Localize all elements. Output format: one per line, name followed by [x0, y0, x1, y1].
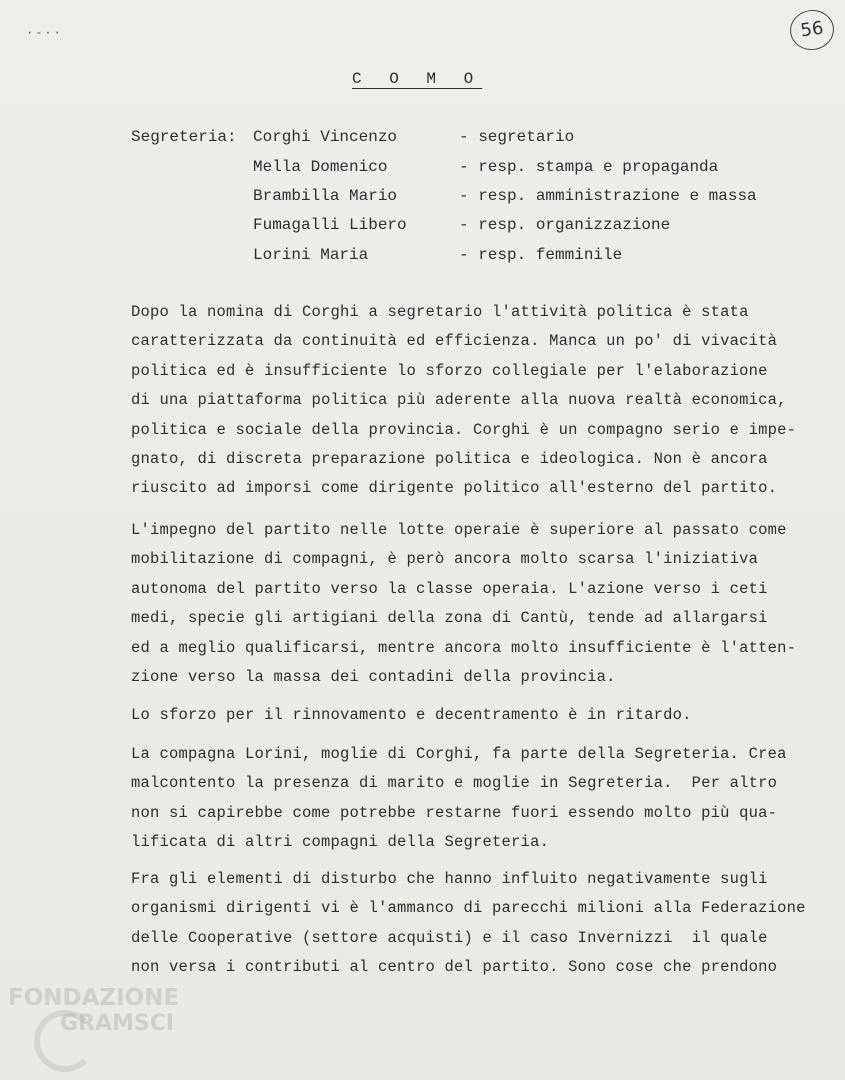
text-line: L'impegno del partito nelle lotte operaie è superiore al passato come [131, 521, 787, 539]
stray-marks: ·-·· [26, 26, 63, 40]
document-title: C O M O [352, 70, 483, 88]
secretariat-label: Segreteria: [131, 128, 237, 146]
member-role: - resp. amministrazione e massa [459, 187, 757, 205]
paragraph-lorini [131, 740, 843, 858]
member-role: - resp. organizzazione [459, 216, 671, 234]
text-line: riuscito ad imporsi come dirigente politico all'esterno del partito. [131, 479, 778, 498]
member-role: - segretario [459, 128, 575, 146]
member-name: Mella Domenico [253, 158, 388, 176]
paragraph-secretary-activity [131, 298, 843, 504]
text-line: non versa i contributi al centro del partito. Sono cose che prendono [131, 958, 778, 977]
member-name: Corghi Vincenzo [253, 128, 398, 146]
text-line: politica e sociale della provincia. Corghi è un compagno serio e impe- [131, 420, 797, 439]
text-line: di una piattaforma politica più aderente alla nuova realtà economica, [131, 391, 787, 410]
member-name: Brambilla Mario [253, 187, 398, 205]
text-line: delle Cooperative (settore acquisti) e il caso Invernizzi il quale [131, 928, 768, 947]
text-line: La compagna Lorini, moglie di Corghi, fa parte della Segreteria. Crea [131, 745, 787, 763]
member-name: Fumagalli Libero [253, 216, 407, 234]
text-line: gnato, di discreta preparazione politica e ideologica. Non è ancora [131, 450, 768, 469]
text-line: mobilitazione di compagni, è però ancora molto scarsa l'iniziativa [131, 550, 759, 569]
text-line: ed a meglio qualificarsi, mentre ancora molto insufficiente è l'atten- [131, 638, 797, 657]
text-line: caratterizzata da continuità ed efficienza. Manca un po' di vivacità [131, 332, 778, 351]
text-line: Fra gli elementi di disturbo che hanno influito negativamente sugli [131, 870, 768, 888]
text-line: organismi dirigenti vi è l'ammanco di parecchi milioni alla Federazione [131, 899, 806, 918]
text-line: Lo sforzo per il rinnovamento e decentramento è in ritardo. [131, 706, 692, 724]
member-name: Lorini Maria [253, 246, 369, 264]
page-number-stamp: 56 [787, 7, 836, 53]
member-role: - resp. stampa e propaganda [459, 158, 719, 176]
text-line: zione verso la massa dei contadini della provincia. [131, 668, 616, 687]
text-line: Dopo la nomina di Corghi a segretario l'attività politica è stata [131, 303, 749, 321]
paragraph-workers-struggles [131, 516, 843, 692]
watermark-line1: FONDAZIONE [8, 985, 180, 1011]
fondazione-gramsci-watermark [8, 986, 179, 1036]
paragraph-renewal [131, 701, 843, 730]
text-line: politica ed è insufficiente lo sforzo collegiale per l'elaborazione [131, 361, 768, 380]
text-line: lificata di altri compagni della Segreteria. [131, 833, 550, 852]
text-line: medi, specie gli artigiani della zona di Cantù, tende ad allargarsi [131, 609, 768, 628]
gramsci-logo-icon [34, 1010, 96, 1072]
text-line: autonoma del partito verso la classe operaia. L'azione verso i ceti [131, 579, 768, 598]
text-line: non si capirebbe come potrebbe restarne fuori essendo molto più qua- [131, 803, 778, 822]
watermark-line2: GRAMSCI [60, 1011, 175, 1036]
text-line: malcontento la presenza di marito e moglie in Segreteria. Per altro [131, 774, 778, 793]
paragraph-disturbances [131, 865, 843, 983]
member-role: - resp. femminile [459, 246, 623, 264]
